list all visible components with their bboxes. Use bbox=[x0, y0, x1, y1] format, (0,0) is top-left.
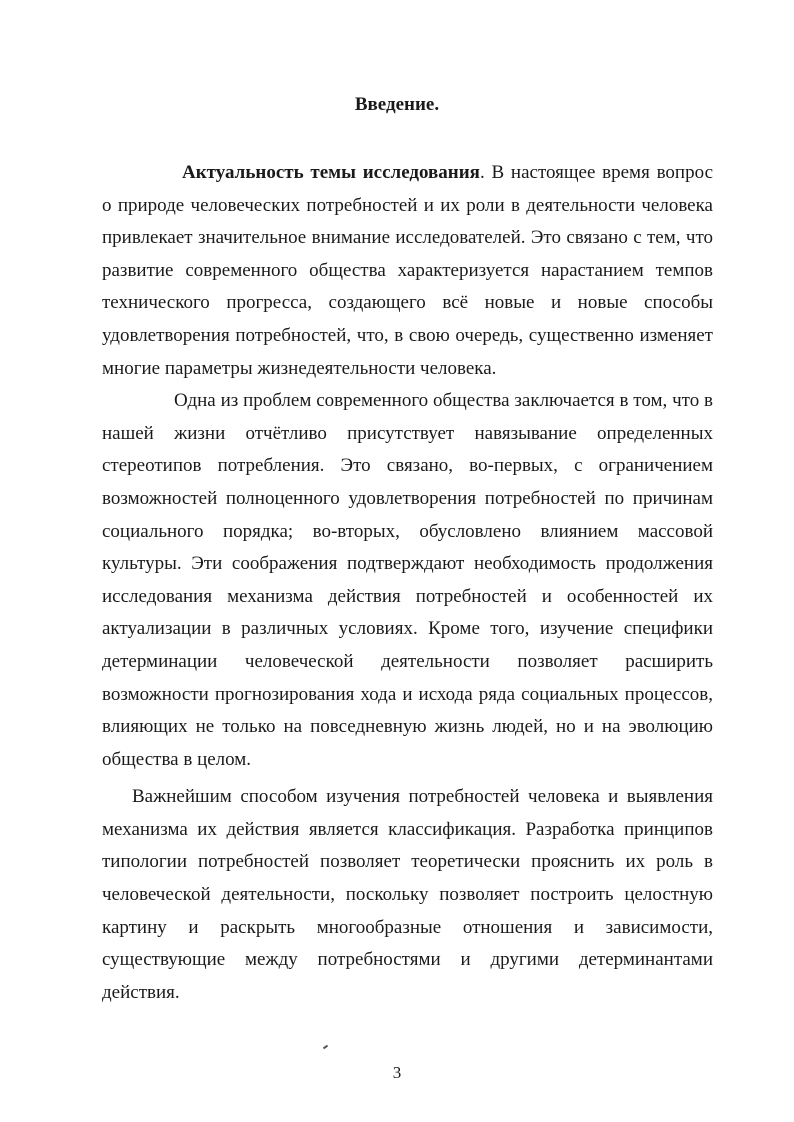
text-line: Важнейшим способом изучения потребностей человека и выявления bbox=[132, 786, 713, 808]
text-line: возможности прогнозирования хода и исхода ряда социальных процессов, bbox=[102, 683, 713, 705]
text-line: актуализации в различных условиях. Кроме того, изучение специфики bbox=[102, 618, 713, 640]
scan-artifact bbox=[323, 1045, 328, 1050]
paragraph-relevance bbox=[102, 157, 713, 385]
text-line: Одна из проблем современного общества заключается в том, что в bbox=[174, 390, 713, 412]
page-title: Введение. bbox=[354, 94, 440, 115]
text-line: нашей жизни отчётливо присутствует навязывание определенных bbox=[102, 422, 713, 444]
text-line: стереотипов потребления. Это связано, во-первых, с ограничением bbox=[102, 455, 713, 477]
text-line: существующие между потребностями и другими детерминантами bbox=[102, 949, 713, 971]
text-line: исследования механизма действия потребностей и особенностей их bbox=[102, 585, 713, 607]
text-line: картину и раскрыть многообразные отношения и зависимости, bbox=[102, 916, 713, 938]
text-line: типологии потребностей позволяет теоретически прояснить их роль в bbox=[102, 851, 713, 873]
text-line: о природе человеческих потребностей и их роли в деятельности человека bbox=[102, 194, 713, 216]
text-line: социального порядка; во-вторых, обусловлено влиянием массовой bbox=[102, 520, 713, 542]
text-line: действия. bbox=[102, 981, 180, 1003]
paragraph-problems bbox=[102, 385, 713, 776]
bold-lead: Актуальность темы исследования bbox=[182, 162, 480, 183]
text-line: механизма их действия является классификация. Разработка принципов bbox=[102, 818, 713, 840]
paragraph-classification bbox=[102, 781, 713, 1009]
text-fragment: . В настоящее время вопрос bbox=[479, 162, 714, 183]
text-line: удовлетворения потребностей, что, в свою очередь, существенно изменяет bbox=[102, 324, 713, 346]
text-line: многие параметры жизнедеятельности человека. bbox=[102, 357, 497, 379]
text-line: влияющих не только на повседневную жизнь людей, но и на эволюцию bbox=[102, 716, 713, 738]
text-line: привлекает значительное внимание исследователей. Это связано с тем, что bbox=[102, 227, 713, 249]
text-line: человеческой деятельности, поскольку позволяет построить целостную bbox=[102, 884, 713, 906]
text-line: развитие современного общества характеризуется нарастанием темпов bbox=[102, 259, 713, 281]
page-number: 3 bbox=[392, 1063, 402, 1082]
text-line: возможностей полноценного удовлетворения потребностей по причинам bbox=[102, 487, 713, 509]
text-line: культуры. Эти соображения подтверждают необходимость продолжения bbox=[102, 553, 713, 575]
text-line: технического прогресса, создающего всё новые и новые способы bbox=[102, 292, 713, 314]
text-line: детерминации человеческой деятельности позволяет расширить bbox=[102, 650, 713, 672]
text-line bbox=[102, 157, 713, 190]
text-line: общества в целом. bbox=[102, 748, 252, 770]
body-text bbox=[102, 157, 713, 1009]
